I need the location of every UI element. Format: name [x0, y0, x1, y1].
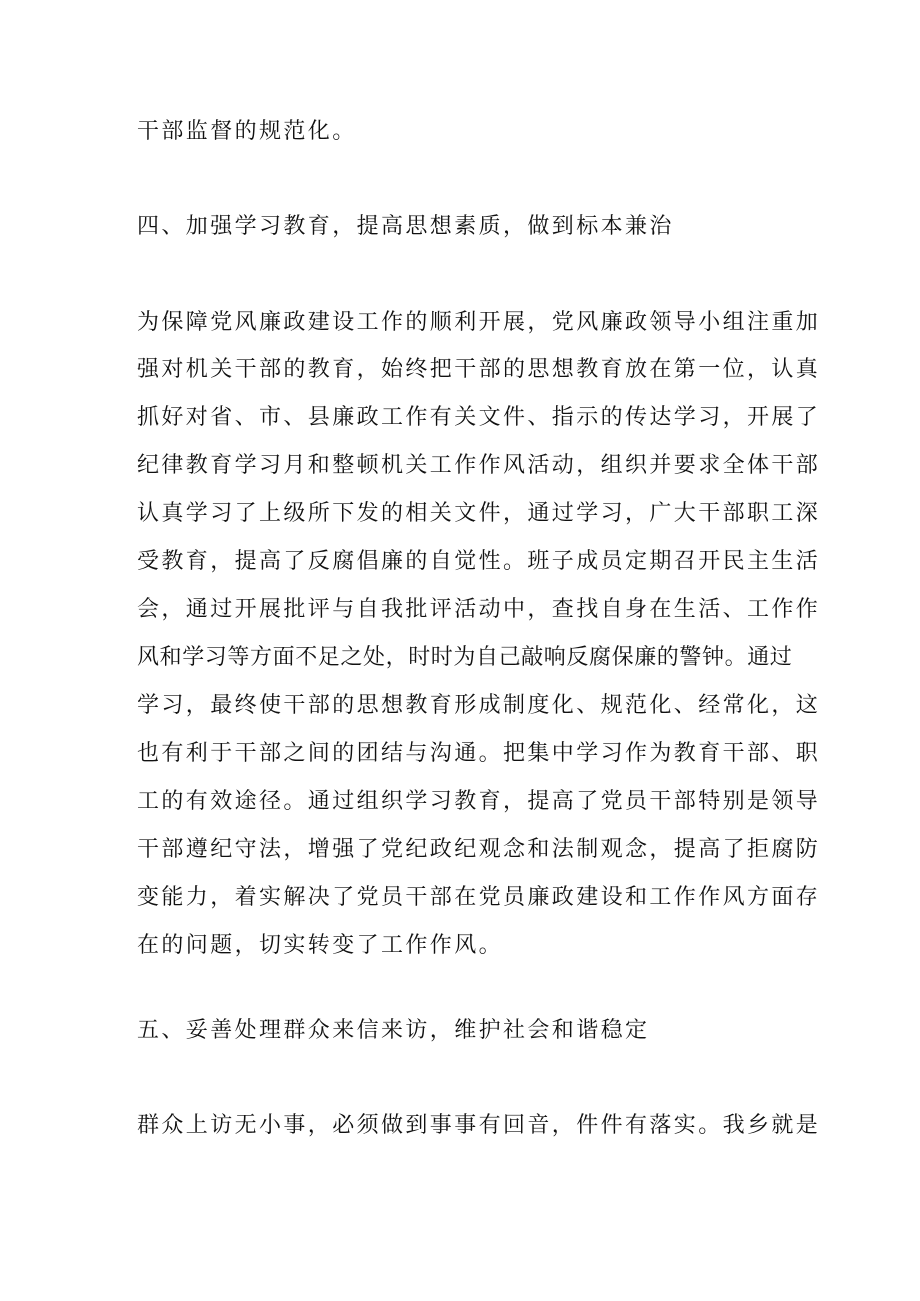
paragraph-line: 风和学习等方面不足之处，时时为自己敲响反腐保廉的警钟。通过 [137, 645, 793, 670]
paragraph-line: 会，通过开展批评与自我批评活动中，查找自身在生活、工作作 [137, 597, 821, 622]
paragraph-line: 群众上访无小事，必须做到事事有回音，件件有落实。我乡就是 [137, 1113, 821, 1138]
paragraph-line: 认真学习了上级所下发的相关文件，通过学习，广大干部职工深 [137, 501, 821, 526]
paragraph-line: 学习，最终使干部的思想教育形成制度化、规范化、经常化，这 [137, 693, 821, 718]
paragraph-line: 干部监督的规范化。 [137, 119, 357, 144]
paragraph-line: 在的问题，切实转变了工作作风。 [137, 933, 504, 958]
section-heading-5: 五、妥善处理群众来信来访，维护社会和谐稳定 [137, 1018, 650, 1043]
paragraph-line: 受教育，提高了反腐倡廉的自觉性。班子成员定期召开民主生活 [137, 549, 821, 574]
paragraph-line: 抓好对省、市、县廉政工作有关文件、指示的传达学习，开展了 [137, 405, 821, 430]
paragraph-line: 干部遵纪守法，增强了党纪政纪观念和法制观念，提高了拒腐防 [137, 837, 821, 862]
section-heading-4: 四、加强学习教育，提高思想素质，做到标本兼治 [137, 214, 674, 239]
paragraph-line: 纪律教育学习月和整顿机关工作作风活动，组织并要求全体干部 [137, 453, 821, 478]
paragraph-line: 变能力，着实解决了党员干部在党员廉政建设和工作作风方面存 [137, 885, 821, 910]
paragraph-line: 也有利于干部之间的团结与沟通。把集中学习作为教育干部、职 [137, 741, 821, 766]
paragraph-line: 强对机关干部的教育，始终把干部的思想教育放在第一位，认真 [137, 357, 821, 382]
paragraph-line: 工的有效途径。通过组织学习教育，提高了党员干部特别是领导 [137, 789, 821, 814]
paragraph-line: 为保障党风廉政建设工作的顺利开展，党风廉政领导小组注重加 [137, 310, 821, 335]
